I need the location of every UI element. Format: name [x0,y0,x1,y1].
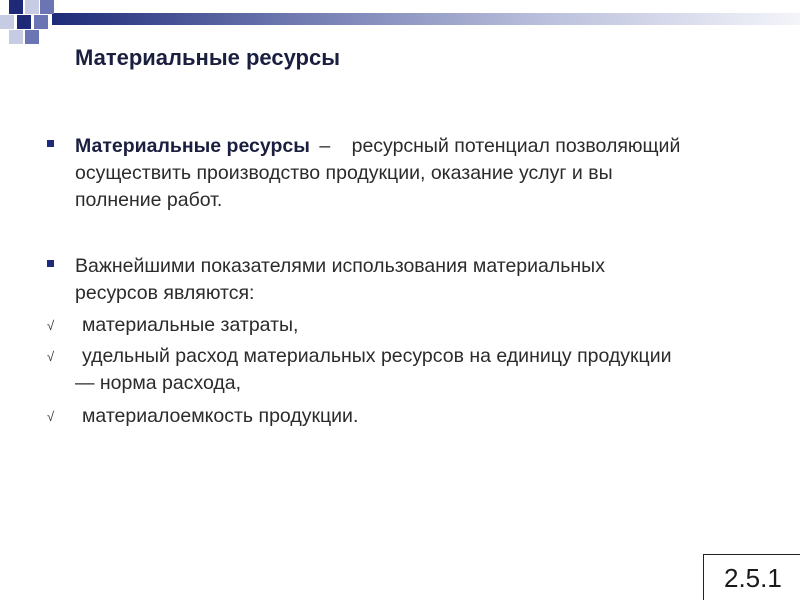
list-item: материальные затраты, [82,314,299,336]
decor-square [25,30,39,44]
definition-paragraph [75,133,680,214]
page-number: 2.5.1 [724,563,782,593]
indicators-line-1: Важнейшими показателями использования материальных [75,255,605,277]
bullet-square-icon [47,260,54,267]
definition-term: Материальные ресурсы [75,135,310,157]
decor-square [0,15,14,29]
definition-line-2: осуществить производство продукции, оказание услуг и вы [75,162,613,184]
check-mark-icon: √ [47,409,55,424]
list-item: материалоемкость продукции. [82,405,359,427]
slide-title: Материальные ресурсы [75,45,340,70]
definition-line-1 [75,133,680,160]
definition-line-3: полнение работ. [75,189,223,211]
indicators-paragraph [75,253,605,307]
list-item: удельный расход материальных ресурсов на единицу продукции [82,345,672,367]
bullet-square-icon [47,140,54,147]
definition-text: ресурсный потенциал позволяющий [351,135,681,157]
decor-square [9,30,23,44]
decor-square [25,0,39,14]
indicators-line-2: ресурсов являются: [75,282,255,304]
decor-square [40,0,54,14]
check-mark-icon: √ [47,318,55,333]
decor-square [34,15,48,29]
list-item-continuation: — норма расхода, [75,372,242,394]
decor-square [17,15,31,29]
header-gradient-bar [52,13,800,25]
check-mark-icon: √ [47,349,55,364]
decor-square [9,0,23,14]
definition-dash: – [319,135,331,157]
